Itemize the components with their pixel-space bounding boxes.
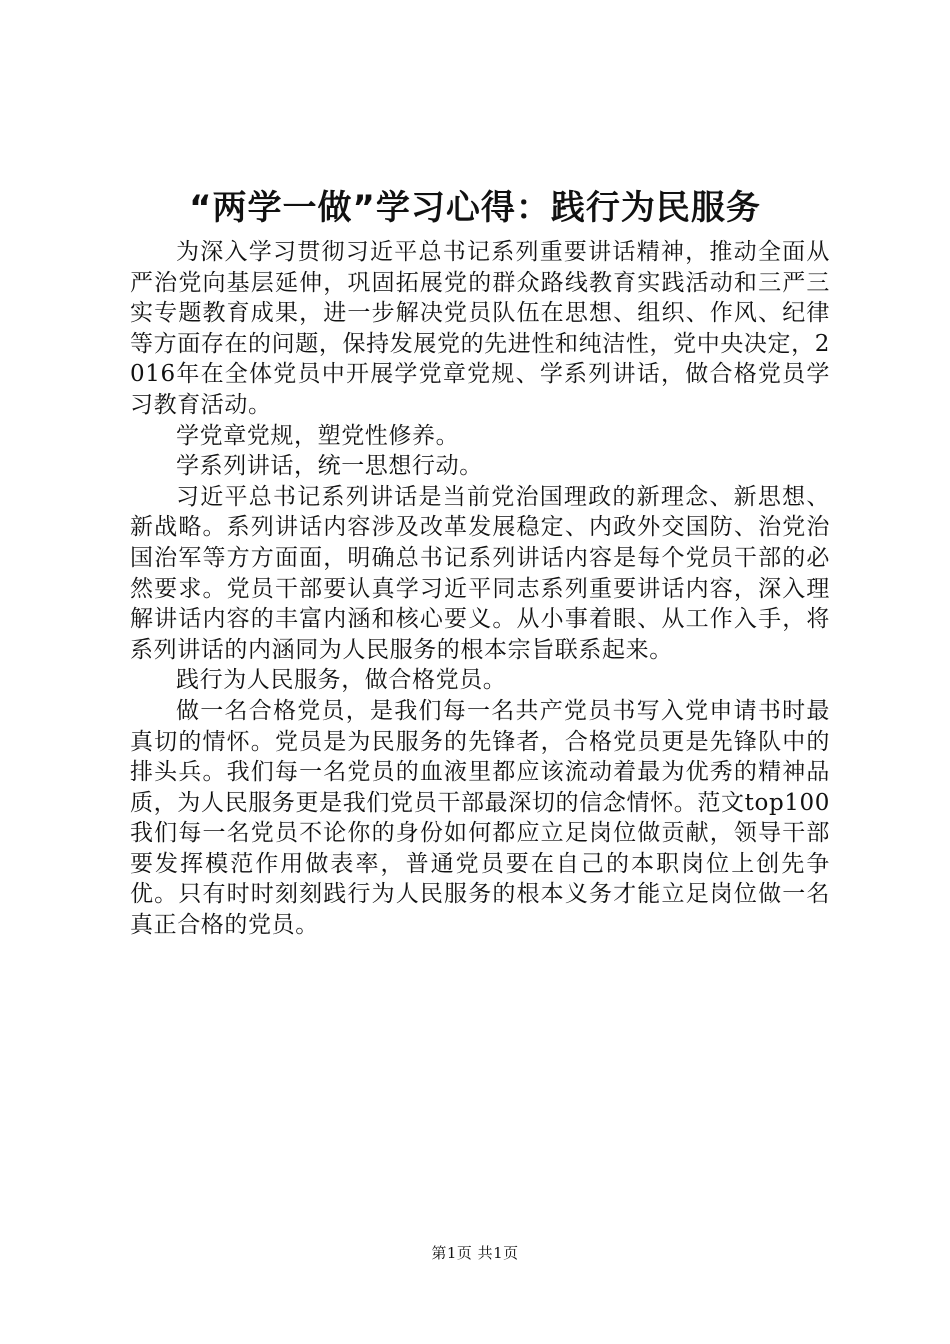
- paragraph-qualified-member: 做一名合格党员，是我们每一名共产党员书写入党申请书时最真切的情怀。党员是为民服务的先锋者，合格党员更是先锋队中的排头兵。我们每一名党员的血液里都应该流动着最为优秀的精神品质，为人民服务更是我们党员干部最深切的信念情怀。范文top100我们每一名党员不论你的身份如何都应立足岗位做贡献，领导干部要发挥模范作用做表率，普通党员要在自己的本职岗位上创先争优。只有时时刻刻践行为人民服务的根本义务才能立足岗位做一名真正合格的党员。: [130, 697, 830, 939]
- paragraph-heading-speeches: 学系列讲话，统一思想行动。: [176, 453, 483, 480]
- document-body: [130, 237, 830, 941]
- paragraph-heading-party-rules: 学党章党规，塑党性修养。: [176, 422, 460, 449]
- paragraph-speeches-body: 习近平总书记系列讲话是当前党治国理政的新理念、新思想、新战略。系列讲话内容涉及改革发展稳定、内政外交国防、治党治国治军等方方面面，明确总书记系列讲话内容是每个党员干部的必然要求。党员干部要认真学习近平同志系列重要讲话内容，深入理解讲话内容的丰富内涵和核心要义。从小事着眼、从工作入手，将系列讲话的内涵同为人民服务的根本宗旨联系起来。: [130, 483, 830, 663]
- document-title: “两学一做”学习心得：践行为民服务: [189, 188, 761, 228]
- paragraph-intro: 为深入学习贯彻习近平总书记系列重要讲话精神，推动全面从严治党向基层延伸，巩固拓展党的群众路线教育实践活动和三严三实专题教育成果，进一步解决党员队伍在思想、组织、作风、纪律等方面存在的问题，保持发展党的先进性和纯洁性，党中央决定，2016年在全体党员中开展学党章党规、学系列讲话，做合格党员学习教育活动。: [130, 239, 830, 418]
- paragraph-heading-serve-people: 践行为人民服务，做合格党员。: [176, 667, 507, 694]
- page-footer: 第1页 共1页: [431, 1244, 519, 1262]
